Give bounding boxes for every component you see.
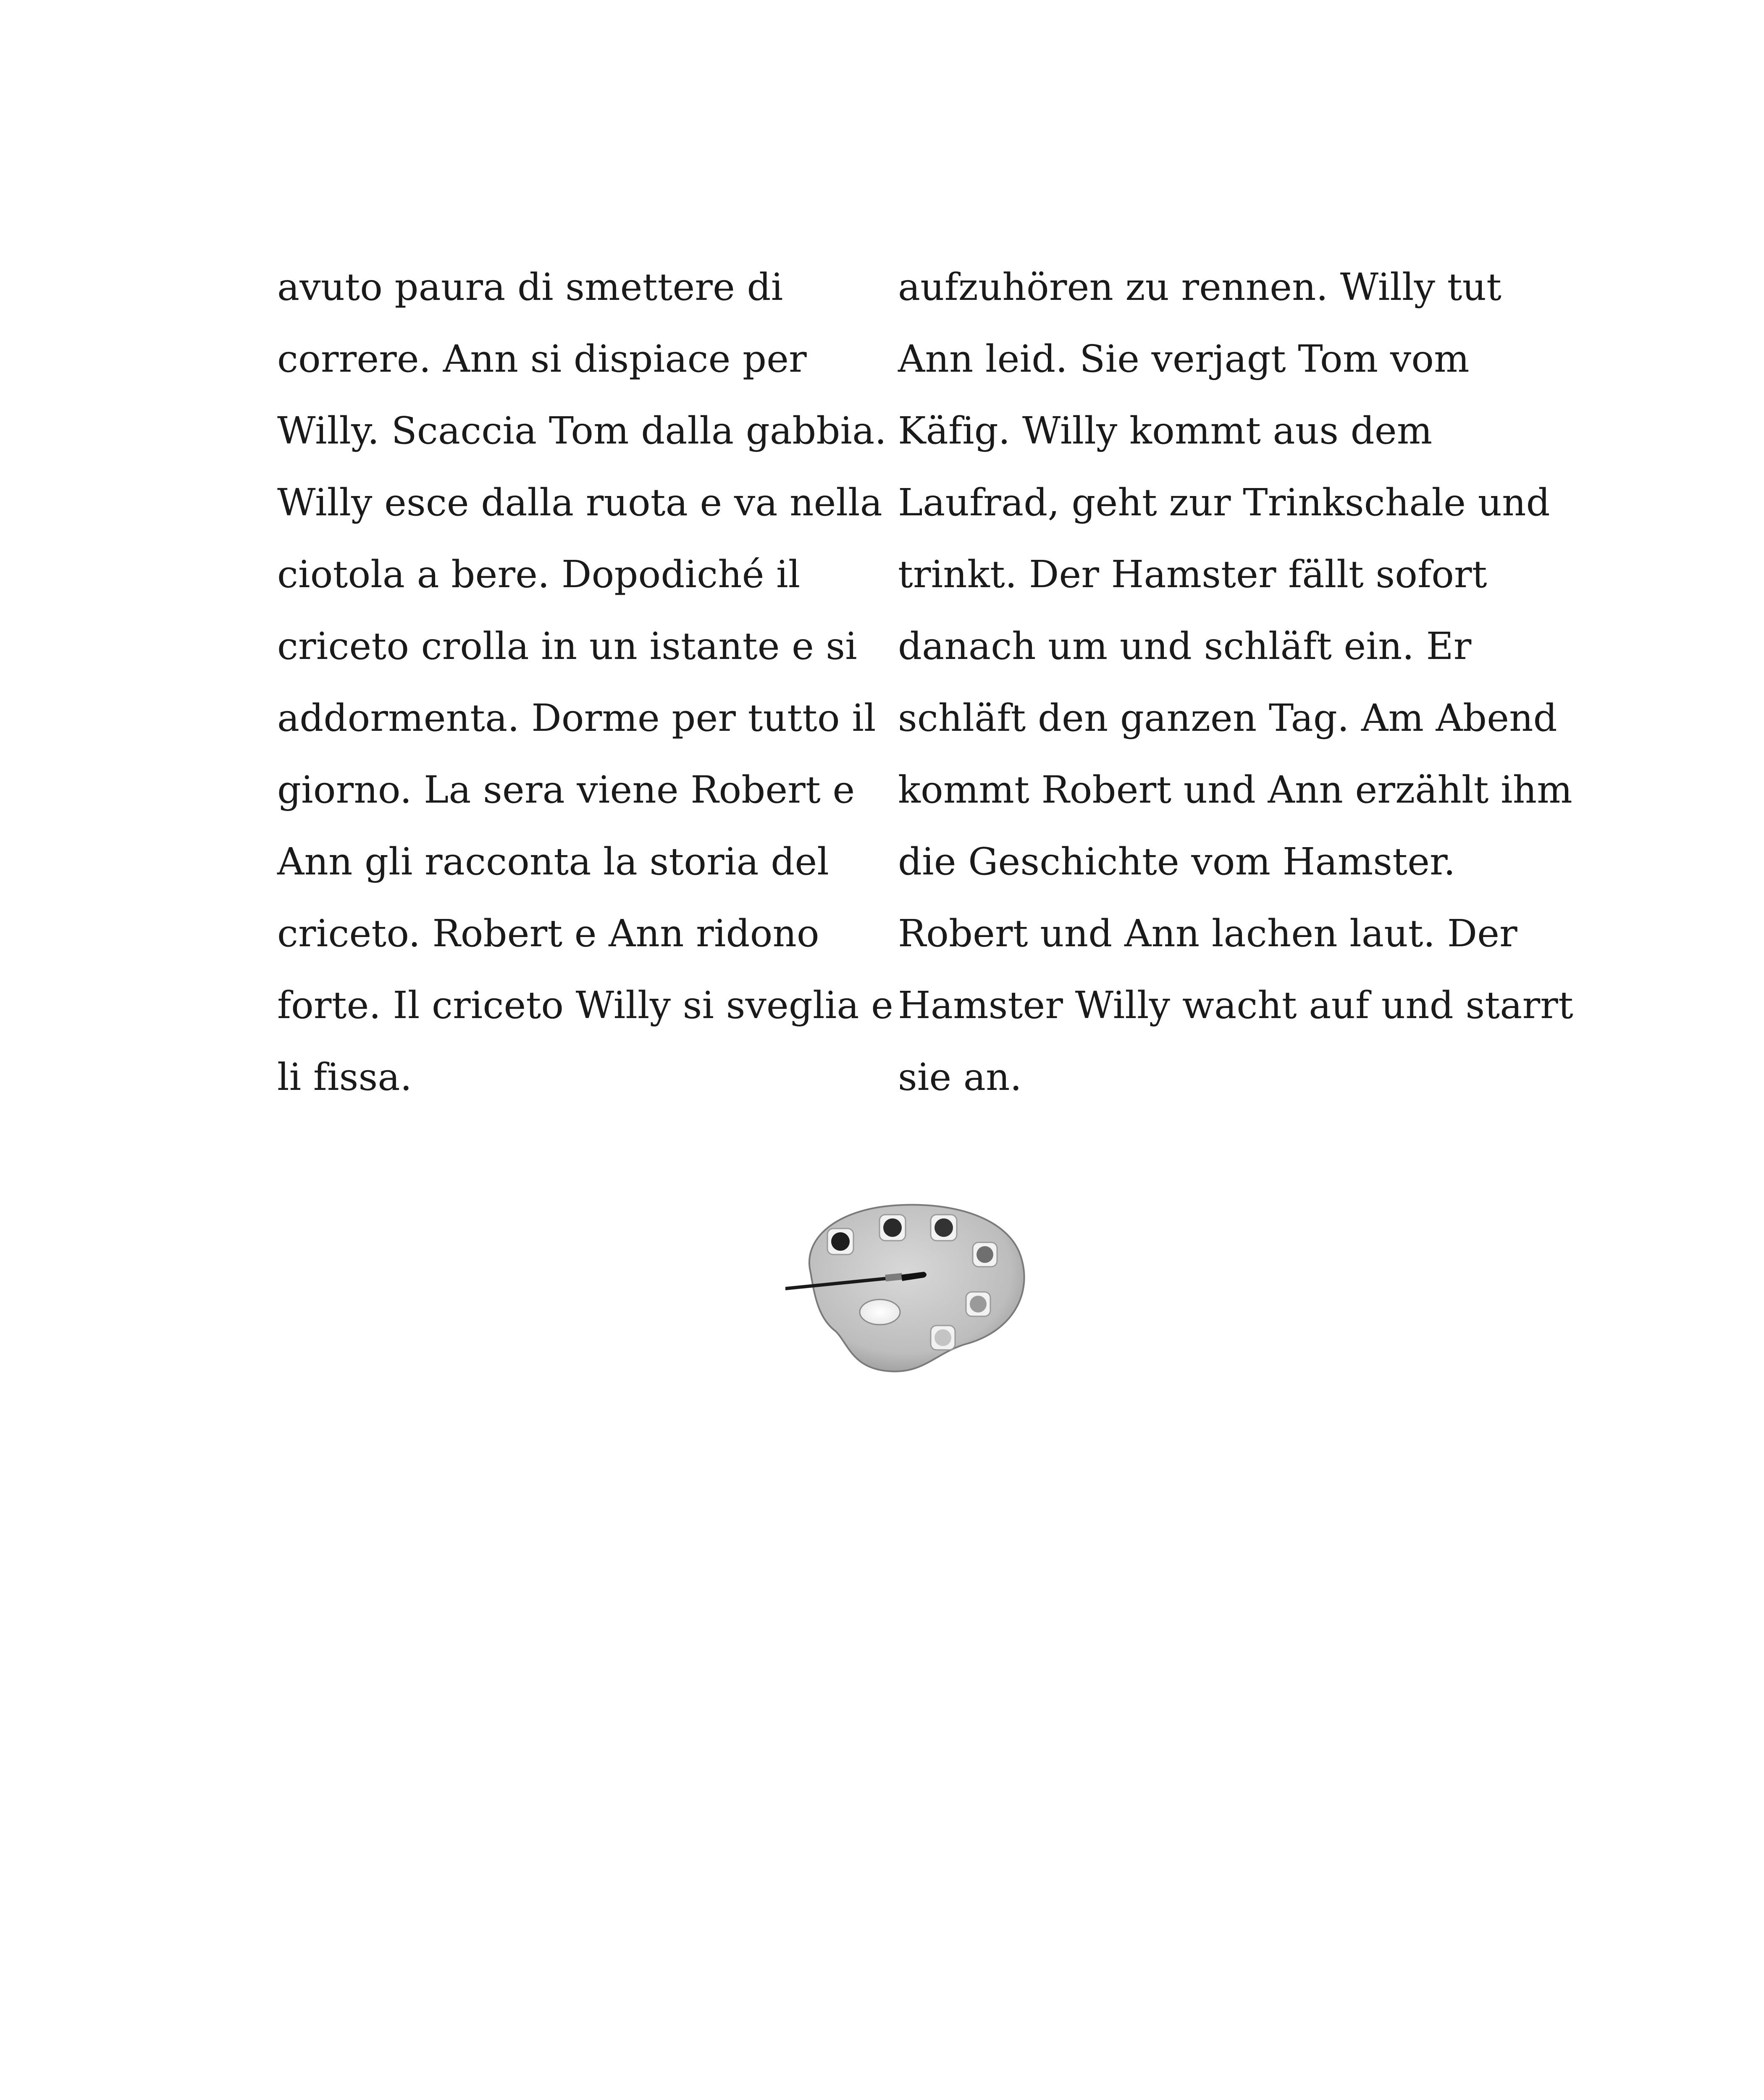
text-line: ciotola a bere. Dopodiché il (277, 552, 801, 596)
text-line: giorno. La sera viene Robert e (277, 768, 855, 811)
text-line: Ann leid. Sie verjagt Tom vom (898, 337, 1470, 381)
text-line: sie an. (898, 1055, 1022, 1099)
text-line: danach um und schläft ein. Er (898, 624, 1472, 668)
text-line: criceto crolla in un istante e si (277, 624, 857, 668)
text-line: schläft den ganzen Tag. Am Abend (898, 696, 1557, 740)
text-line: trinkt. Der Hamster fällt sofort (898, 552, 1487, 596)
text-line: Ann gli racconta la storia del (277, 840, 830, 883)
text-line: forte. Il criceto Willy si sveglia e (277, 983, 894, 1027)
text-line: Willy. Scaccia Tom dalla gabbia. (277, 409, 887, 452)
text-line: aufzuhören zu rennen. Willy tut (898, 265, 1502, 309)
text-line: li fissa. (277, 1055, 412, 1099)
german-text-column (898, 251, 1574, 1113)
text-line: addormenta. Dorme per tutto il (277, 696, 876, 740)
text-line: Robert und Ann lachen laut. Der (898, 911, 1517, 955)
text-line: Laufrad, geht zur Trinkschale und (898, 480, 1550, 524)
text-line: kommt Robert und Ann erzählt ihm (898, 768, 1572, 811)
text-line: correre. Ann si dispiace per (277, 337, 807, 381)
text-line: avuto paura di smettere di (277, 265, 783, 309)
text-line: Hamster Willy wacht auf und starrt (898, 983, 1574, 1027)
paint-palette-icon (785, 1193, 1037, 1378)
text-line: die Geschichte vom Hamster. (898, 840, 1456, 883)
italian-text-column (277, 251, 894, 1113)
text-line: criceto. Robert e Ann ridono (277, 911, 819, 955)
text-line: Käfig. Willy kommt aus dem (898, 409, 1433, 452)
text-line: Willy esce dalla ruota e va nella (277, 480, 883, 524)
